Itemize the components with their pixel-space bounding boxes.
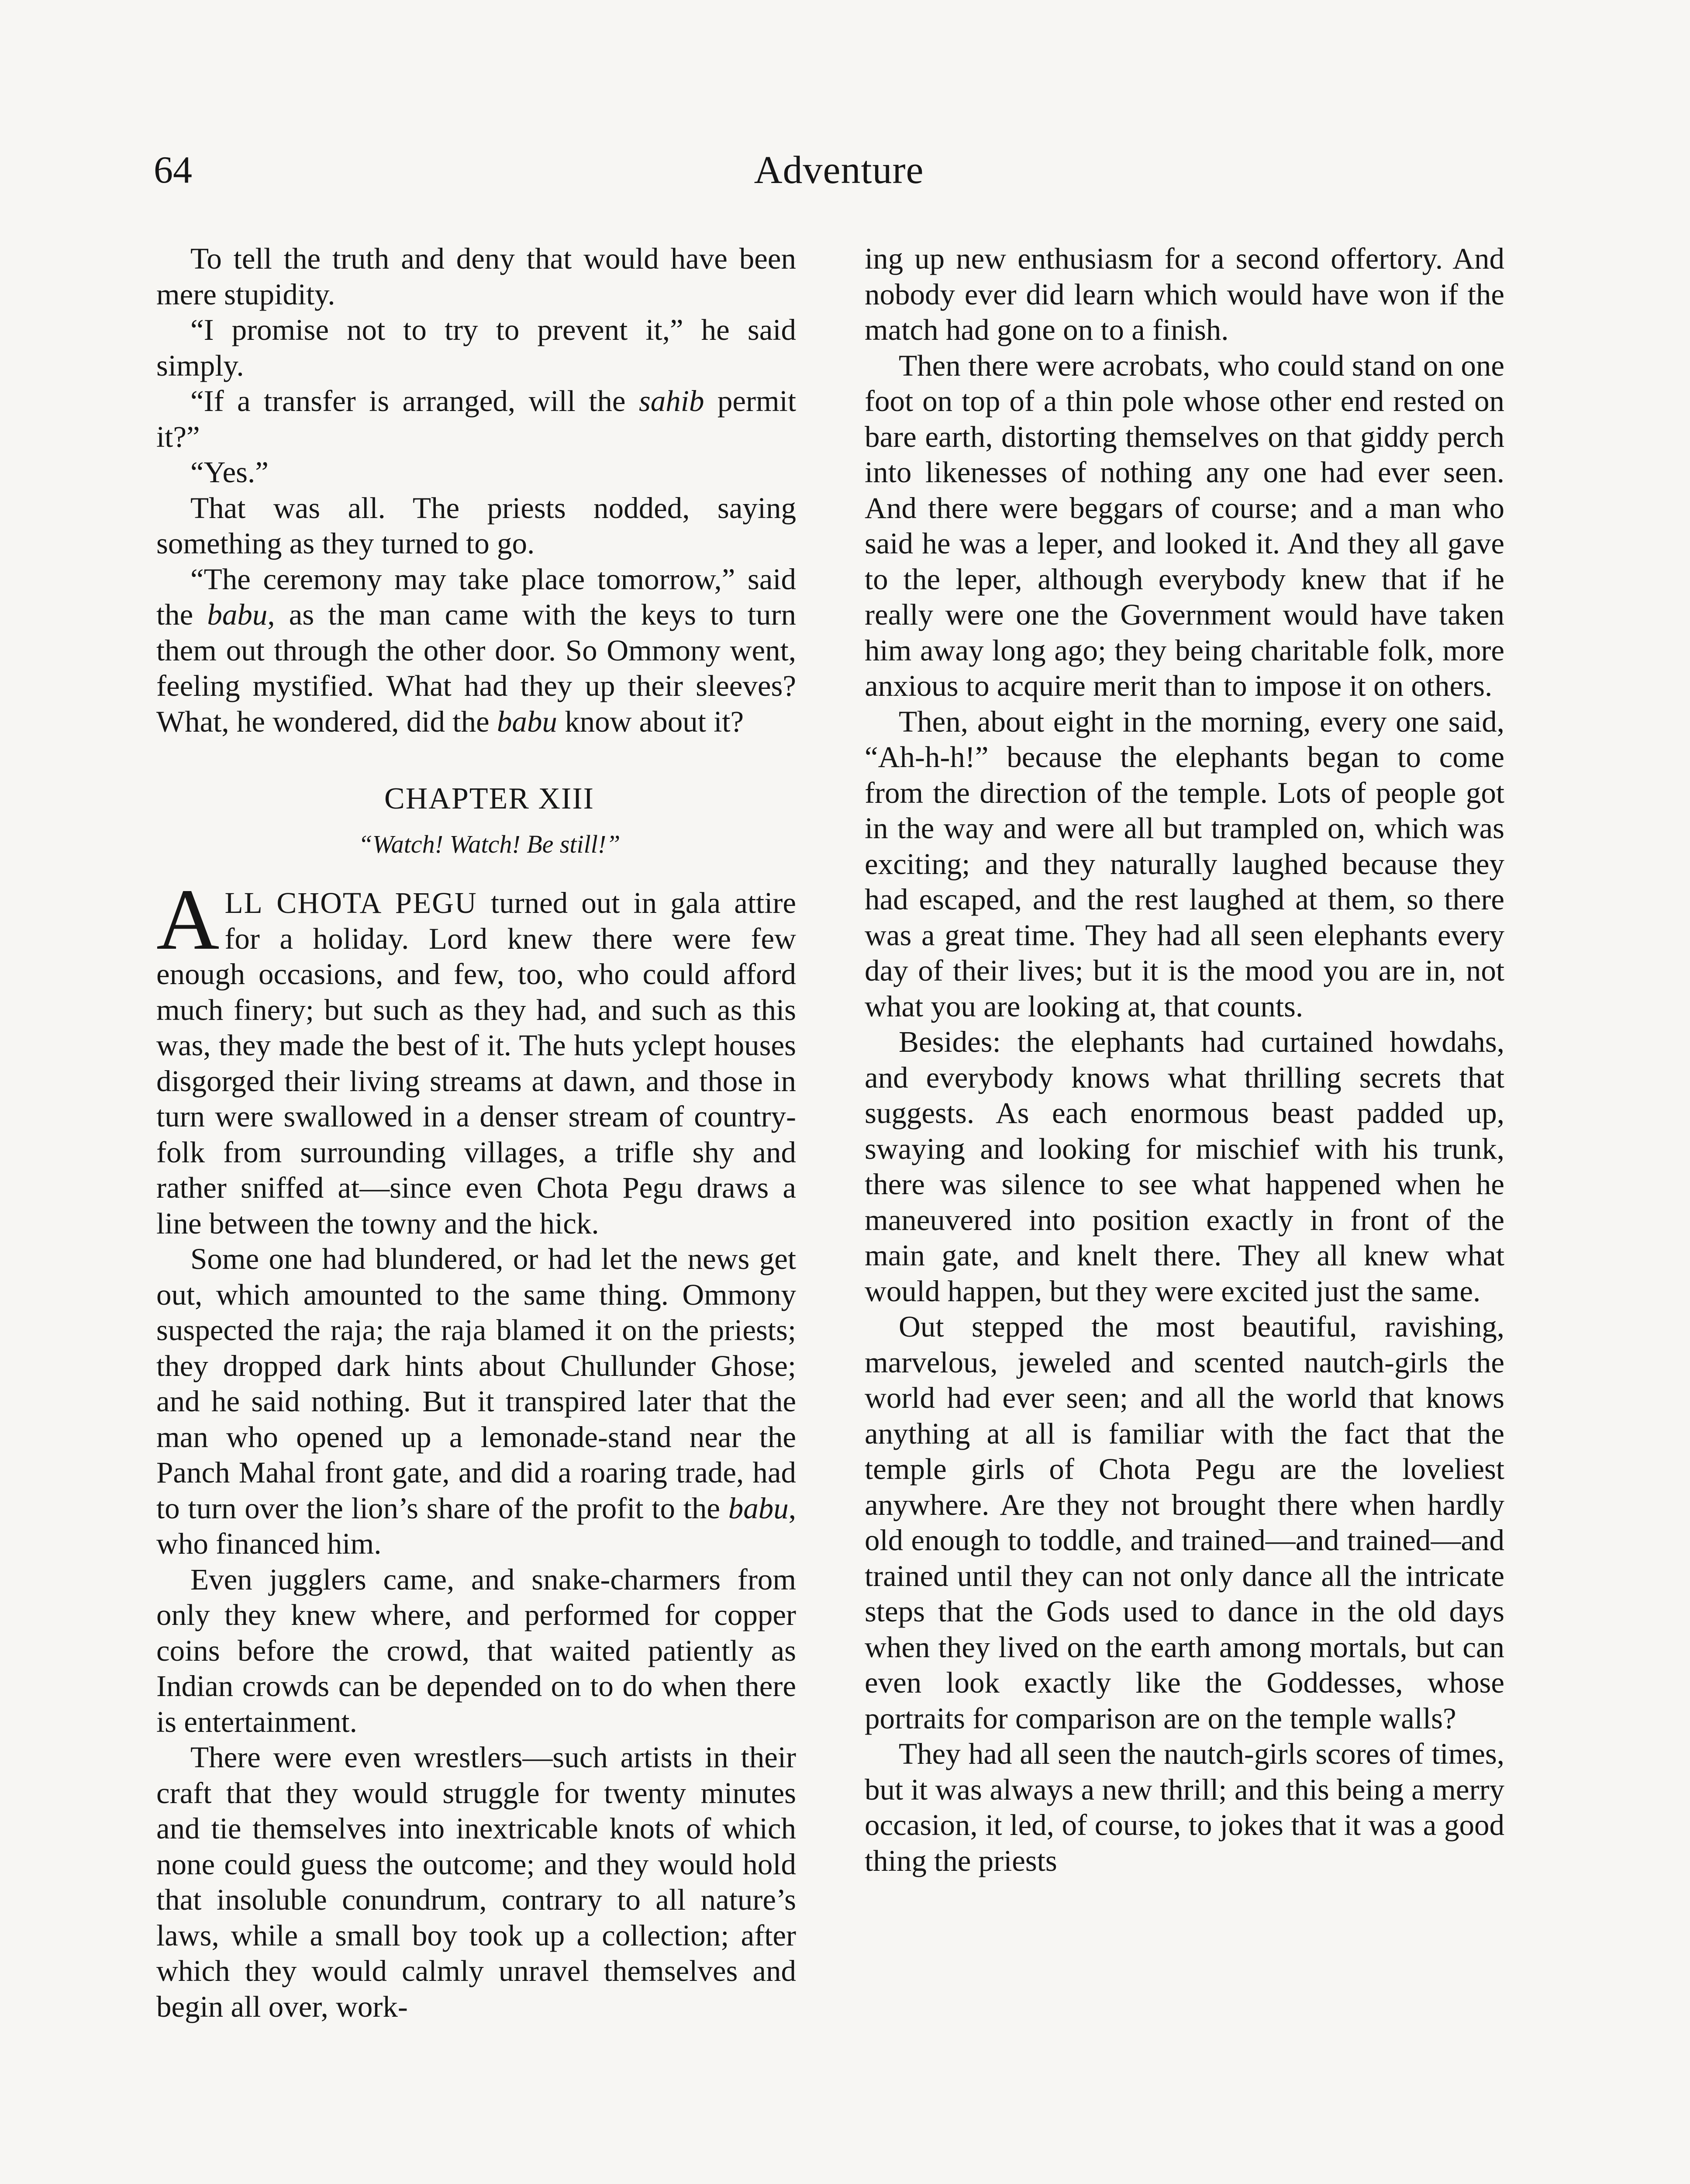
italic-word: babu xyxy=(728,1491,789,1525)
paragraph: Then there were acrobats, who could stand on one foot on top of a thin pole whose other end rested on bare earth, distorting themselves on that giddy perch into likenesses of nothing any one had ever seen. And there were beggars of course; and a man who said he was a leper, and looked it. And they all gave to the leper, although everybody knew that if he really were one the Government would have taken him away long ago; they being charitable folk, more anxious to acquire merit than to impose it on others. xyxy=(865,349,1504,702)
drop-cap: A xyxy=(156,871,220,968)
right-column xyxy=(865,241,1504,1879)
paragraph: “I promise not to try to prevent it,” he said simply. xyxy=(156,313,796,382)
paragraph: “If a transfer is arranged, will the sahib permit it?” xyxy=(156,384,796,453)
paragraph-continued: ing up new enthusiasm for a second offertory. And nobody ever did learn which would have won if the match had gone on to a finish. xyxy=(865,242,1504,346)
left-column xyxy=(156,241,796,2025)
paragraph: Besides: the elephants had curtained howdahs, and everybody knows what thrilling secrets that suggests. As each enormous beast padded up, swaying and looking for mischief with his trunk, there was silence to see what happened when he maneuvered into position exactly in front of the main gate, and knelt there. They all knew what would happen, but they were excited just the same. xyxy=(865,1025,1504,1308)
paragraph: Out stepped the most beautiful, ravishing, marvelous, jeweled and scented nautch-girls the world had ever seen; and all the world that knows anything at all is familiar with the fact that the temple girls of Chota Pegu are the loveliest anywhere. Are they not brought there when hardly old enough to toddle, and trained—and trained—and trained until they can not only dance all the intricate steps that the Gods used to dance in the old days when they lived on the earth among mortals, but can even look exactly like the Goddesses, whose portraits for comparison are on the temple walls? xyxy=(865,1310,1504,1735)
page-number: 64 xyxy=(154,149,192,191)
page-header xyxy=(154,144,1524,205)
paragraph: Some one had blundered, or had let the news get out, which amounted to the same thing. Ommony suspected the raja; the raja blamed it on the priests; they dropped dark hints about Chullunder Ghose; and he said nothing. But it transpired later that the man who opened up a lemonade-stand near the Panch Mahal front gate, and did a roaring trade, had to turn over the lion’s share of the profit to the babu, who financed him. xyxy=(156,1242,796,1560)
italic-word: sahib xyxy=(638,384,704,418)
chapter-epigraph: “Watch! Watch! Be still!” xyxy=(358,830,621,858)
paragraph: To tell the truth and deny that would have been mere stupidity. xyxy=(156,242,796,311)
paragraph: There were even wrestlers—such artists in their craft that they would struggle for twenty minutes and tie themselves into inextricable knots of which none could guess the outcome; and they would hold that insoluble conundrum, contrary to all nature’s laws, while a small boy took up a collection; after which they would calmly unravel themselves and begin all over, work- xyxy=(156,1741,796,2023)
paragraph: They had all seen the nautch-girls scores of times, but it was always a new thrill; and this being a merry occasion, it led, of course, to jokes that it was a good thing the priests xyxy=(865,1737,1504,1877)
chapter-heading: CHAPTER XIII xyxy=(384,782,594,816)
italic-word: babu xyxy=(207,598,268,631)
paragraph: “Yes.” xyxy=(190,456,269,489)
paragraph: Then, about eight in the morning, every one said, “Ah-h-h!” because the elephants began to come from the direction of the temple. Lots of people got in the way and were all but trampled on, which was exciting; and they naturally laughed because they had escaped, and the rest laughed at them, so there was a great time. They had all seen elephants every day of their lives; but it is the mood you are in, not what you are looking at, that counts. xyxy=(865,705,1504,1023)
italic-word: babu xyxy=(497,705,557,738)
paragraph: That was all. The priests nodded, saying something as they turned to go. xyxy=(156,491,796,560)
paragraph: “The ceremony may take place tomorrow,” said the babu, as the man came with the keys to turn them out through the other door. So Ommony went, feeling mystified. What had they up their sleeves? What, he wondered, did the babu know about it? xyxy=(156,562,796,738)
paragraph: Even jugglers came, and snake-charmers from only they knew where, and performed for copper coins before the crowd, that waited patiently as Indian crowds can be depended on to do when there is entertainment. xyxy=(156,1562,796,1738)
opening-paragraph: ALL CHOTA PEGU turned out in gala attire for a holiday. Lord knew there were few enough occasions, and few, too, who could afford much finery; but such as they had, and such as this was, they made the best of it. The huts yclept houses disgorged their living streams at dawn, and those in turn were swallowed in a denser stream of country-folk from surrounding villages, a trifle shy and rather sniffed at—since even Chota Pegu draws a line between the towny and the hick. xyxy=(156,871,796,1240)
running-title: Adventure xyxy=(754,149,924,192)
opening-caps: LL CHOTA PEGU xyxy=(224,886,477,919)
